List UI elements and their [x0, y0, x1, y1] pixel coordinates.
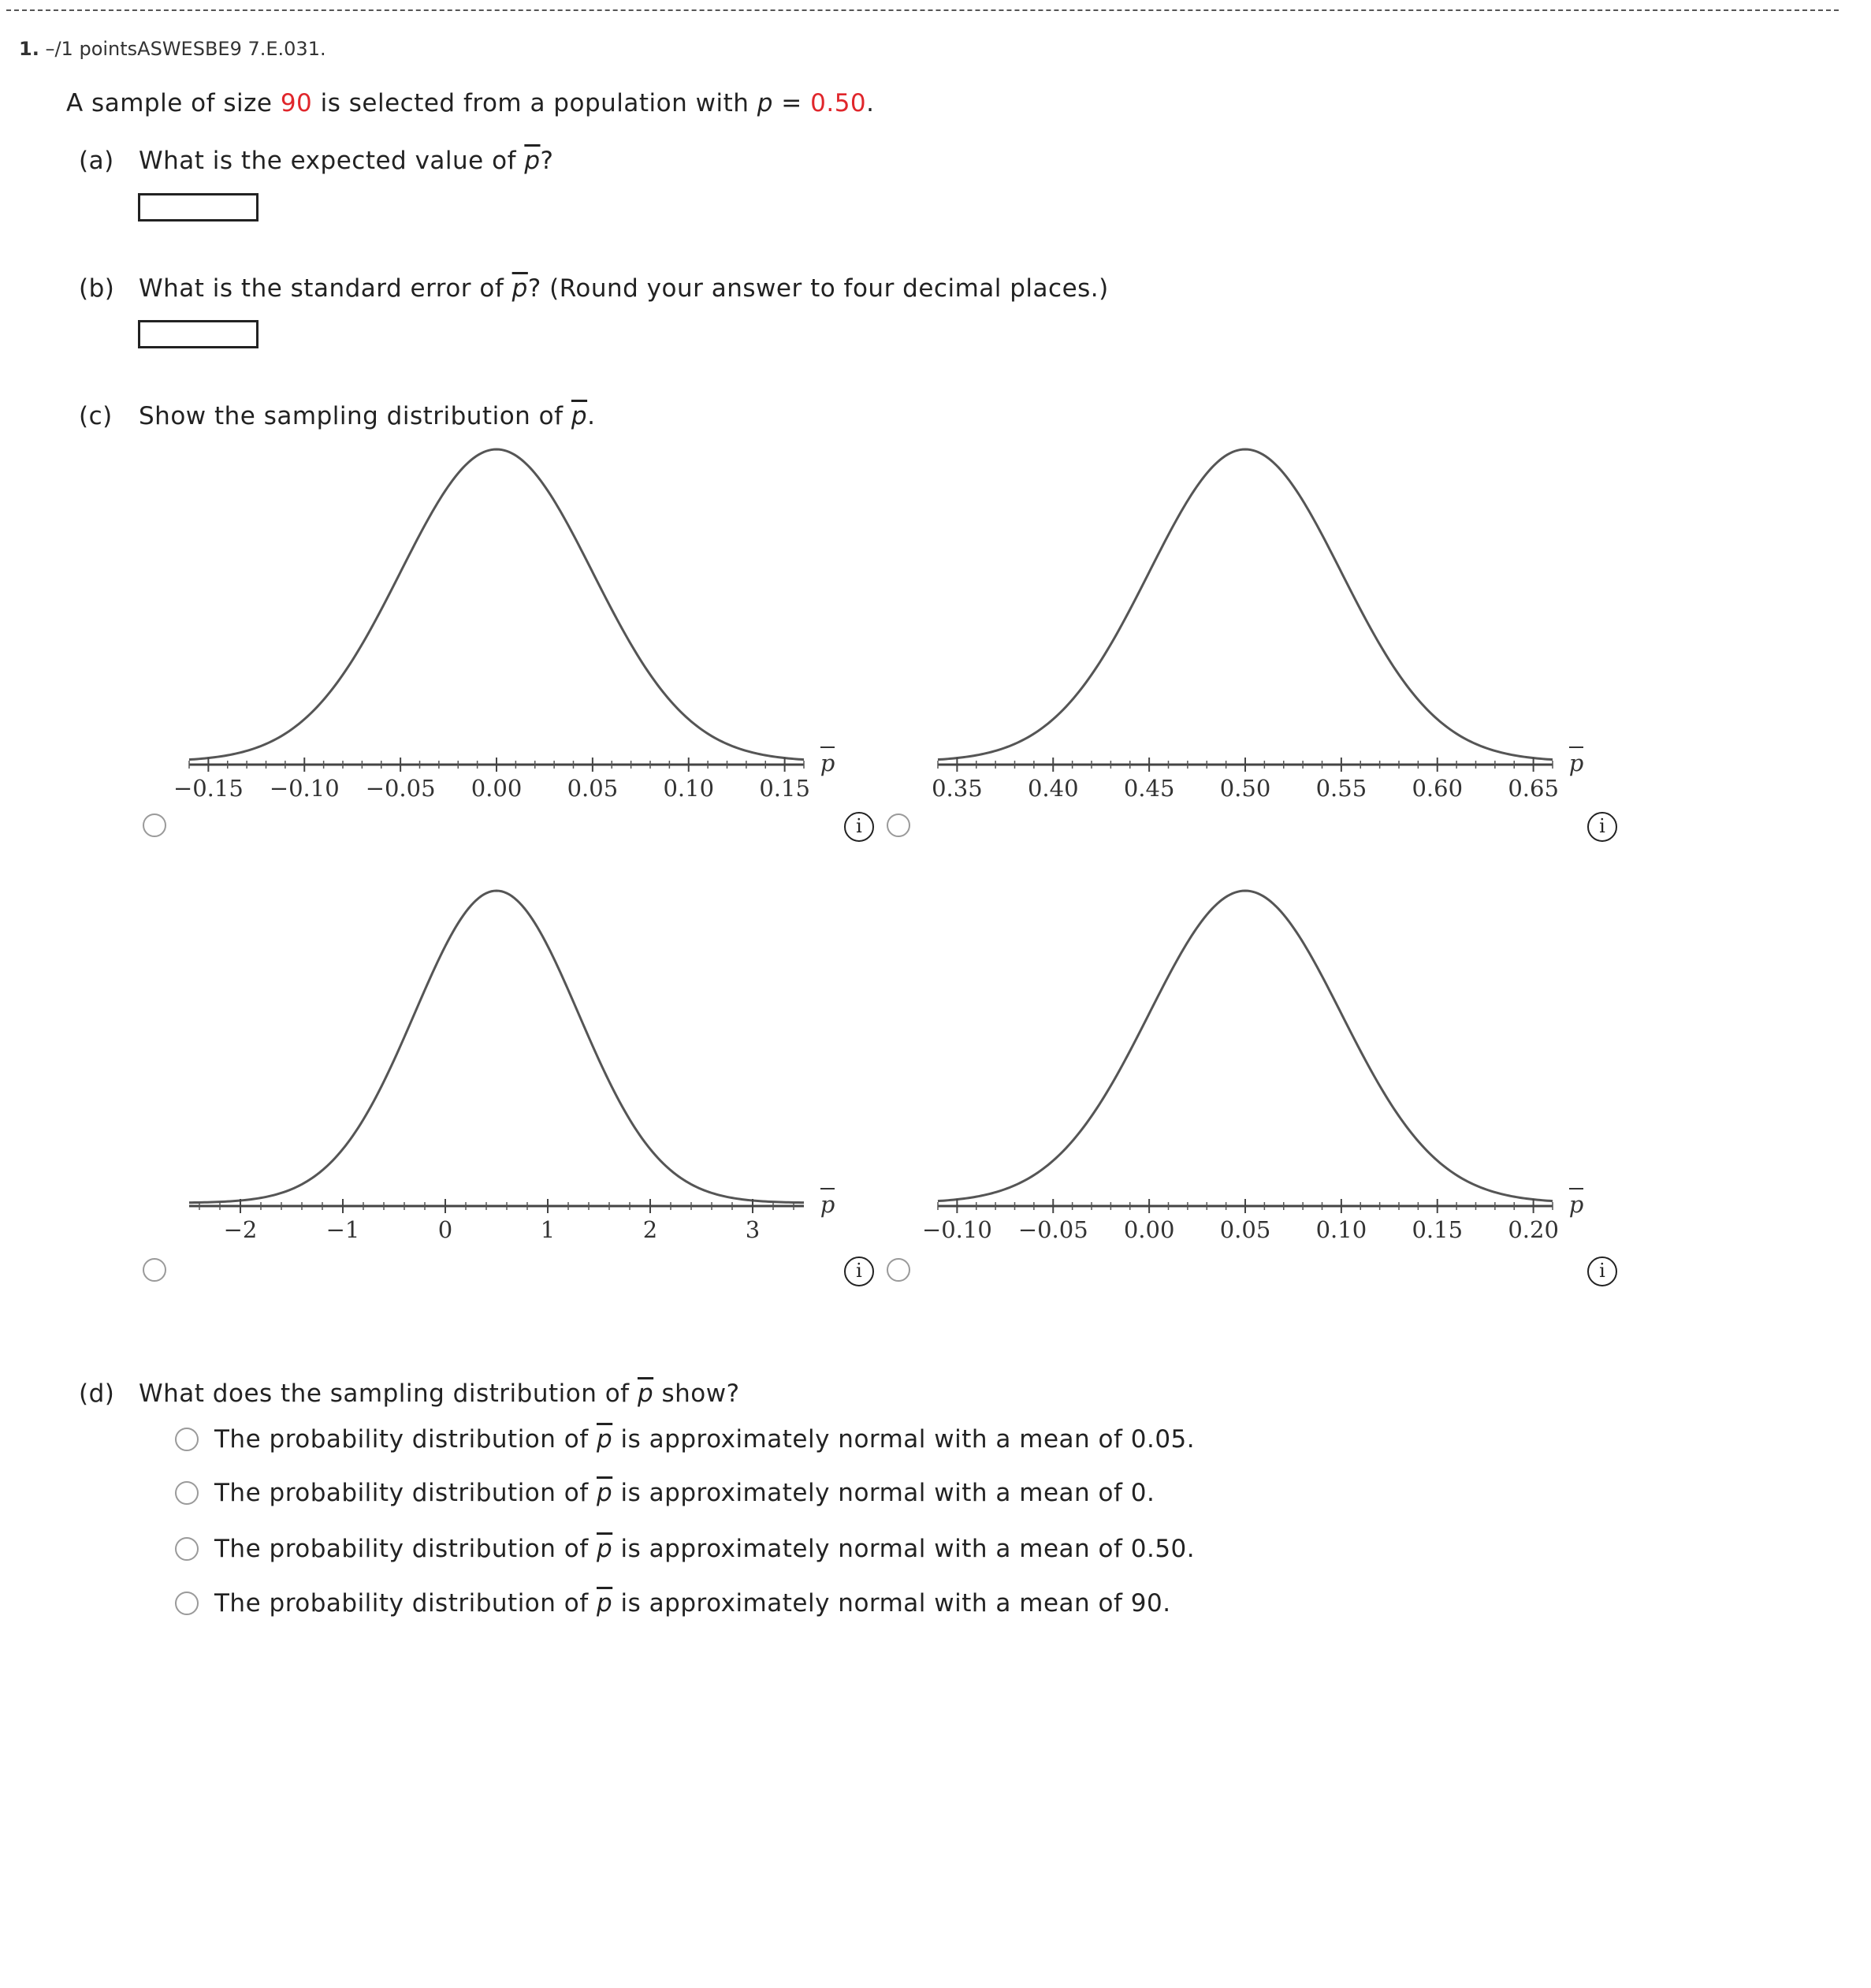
dashed-separator — [6, 9, 1839, 11]
graph-option-1-radio[interactable] — [143, 813, 166, 837]
pbar-symbol: $\overline{p}$ — [597, 1535, 613, 1563]
choice-1-text[interactable] — [214, 1425, 1195, 1454]
pbar-symbol: $\overline{p}$ — [524, 147, 541, 175]
x-tick-label: 0.05 — [1219, 1216, 1271, 1243]
question-points: –/1 pointsASWESBE9 7.E.031. — [45, 38, 326, 60]
info-icon[interactable]: i — [844, 812, 874, 842]
x-tick-label: 0.40 — [1027, 775, 1079, 802]
normal-curve — [938, 891, 1553, 1201]
choice-text: is approximately normal with a mean of 0.05. — [612, 1425, 1196, 1454]
p-symbol: p — [757, 89, 773, 117]
x-tick-label: 0.60 — [1412, 775, 1464, 802]
x-tick-label: 0.35 — [932, 775, 983, 802]
pbar-symbol: $\overline{p}$ — [597, 1425, 613, 1454]
choice-3-text[interactable] — [214, 1535, 1195, 1563]
choice-3-radio[interactable] — [175, 1537, 199, 1561]
question-header — [19, 38, 326, 60]
pbar-symbol: $\overline{p}$ — [597, 1479, 613, 1507]
x-tick-label: 0.10 — [1315, 1216, 1367, 1243]
stem-text-1: A sample of size — [66, 89, 281, 117]
graph-option-2-radio[interactable] — [887, 813, 910, 837]
x-axis-label: p — [820, 1191, 835, 1218]
x-tick-label: −0.15 — [173, 775, 244, 802]
part-b-label: (b) — [79, 274, 115, 303]
x-axis-label: p — [820, 750, 835, 776]
expected-value-input[interactable] — [138, 193, 259, 222]
graph-option-3-radio[interactable] — [143, 1258, 166, 1282]
part-d-prompt — [79, 1379, 740, 1408]
choice-text: is approximately normal with a mean of 0. — [612, 1479, 1155, 1507]
x-tick-label: 0.00 — [471, 775, 523, 802]
stem-end: . — [866, 89, 875, 117]
x-tick-label: 0.55 — [1315, 775, 1367, 802]
distribution-chart-3 — [158, 867, 867, 1253]
x-tick-label: 0.15 — [759, 775, 810, 802]
choice-text: The probability distribution of — [214, 1589, 597, 1618]
x-tick-label: −0.05 — [365, 775, 436, 802]
info-icon[interactable]: i — [1587, 1256, 1617, 1286]
part-a-label: (a) — [79, 147, 114, 175]
x-tick-label: 0.65 — [1508, 775, 1559, 802]
distribution-chart-1 — [158, 426, 867, 812]
part-a-text: What is the expected value of — [139, 147, 525, 175]
x-tick-label: 0.50 — [1219, 775, 1271, 802]
standard-error-input[interactable] — [138, 320, 259, 348]
equals-sign: = — [772, 89, 811, 117]
part-d-text-end: show? — [653, 1379, 740, 1408]
x-tick-label: 0.20 — [1508, 1216, 1559, 1243]
x-tick-label: 0.05 — [567, 775, 619, 802]
part-b-prompt — [79, 274, 1109, 303]
part-c-text-end: . — [587, 402, 596, 430]
part-b-text: What is the standard error of — [139, 274, 512, 303]
choice-text: The probability distribution of — [214, 1479, 597, 1507]
pbar-symbol: $\overline{p}$ — [637, 1379, 654, 1408]
info-icon[interactable]: i — [844, 1256, 874, 1286]
choice-1-radio[interactable] — [175, 1428, 199, 1451]
pbar-symbol: $\overline{p}$ — [511, 274, 528, 303]
normal-curve — [189, 449, 804, 760]
x-tick-label: −2 — [223, 1216, 258, 1243]
question-number: 1. — [19, 38, 39, 60]
part-b-text-end: ? (Round your answer to four decimal places.) — [527, 274, 1109, 303]
part-a-text-end: ? — [540, 147, 554, 175]
normal-curve — [938, 449, 1553, 760]
choice-4-text[interactable] — [214, 1589, 1171, 1618]
x-tick-label: −0.10 — [269, 775, 340, 802]
population-proportion: 0.50 — [810, 89, 867, 117]
x-tick-label: 0 — [437, 1216, 453, 1243]
choice-text: is approximately normal with a mean of 0.50. — [612, 1535, 1196, 1563]
part-a-prompt — [79, 147, 554, 175]
x-tick-label: 0.15 — [1412, 1216, 1464, 1243]
x-axis-label: p — [1568, 1191, 1584, 1218]
part-d-label: (d) — [79, 1379, 115, 1408]
choice-text: is approximately normal with a mean of 90. — [612, 1589, 1171, 1618]
x-tick-label: 2 — [642, 1216, 658, 1243]
x-tick-label: 3 — [745, 1216, 761, 1243]
distribution-chart-4 — [906, 867, 1616, 1253]
normal-curve — [189, 891, 804, 1203]
choice-4-radio[interactable] — [175, 1592, 199, 1615]
x-tick-label: 0.45 — [1123, 775, 1175, 802]
choice-2-radio[interactable] — [175, 1481, 199, 1505]
choice-text: The probability distribution of — [214, 1535, 597, 1563]
x-tick-label: −0.05 — [1017, 1216, 1088, 1243]
info-icon[interactable]: i — [1587, 812, 1617, 842]
x-tick-label: −1 — [325, 1216, 360, 1243]
choice-2-text[interactable] — [214, 1479, 1155, 1507]
pbar-symbol: $\overline{p}$ — [597, 1589, 613, 1618]
sample-size: 90 — [280, 89, 313, 117]
x-tick-label: −0.10 — [921, 1216, 992, 1243]
stem-text-2: is selected from a population with — [312, 89, 757, 117]
graph-option-4-radio[interactable] — [887, 1258, 910, 1282]
part-d-text: What does the sampling distribution of — [139, 1379, 638, 1408]
part-c-text: Show the sampling distribution of — [139, 402, 571, 430]
x-axis-label: p — [1568, 750, 1584, 776]
pbar-symbol: $\overline{p}$ — [571, 402, 588, 430]
x-tick-label: 1 — [540, 1216, 556, 1243]
choice-text: The probability distribution of — [214, 1425, 597, 1454]
distribution-chart-2 — [906, 426, 1616, 812]
part-c-label: (c) — [79, 402, 113, 430]
question-stem — [66, 89, 875, 117]
x-tick-label: 0.00 — [1123, 1216, 1175, 1243]
x-tick-label: 0.10 — [663, 775, 715, 802]
